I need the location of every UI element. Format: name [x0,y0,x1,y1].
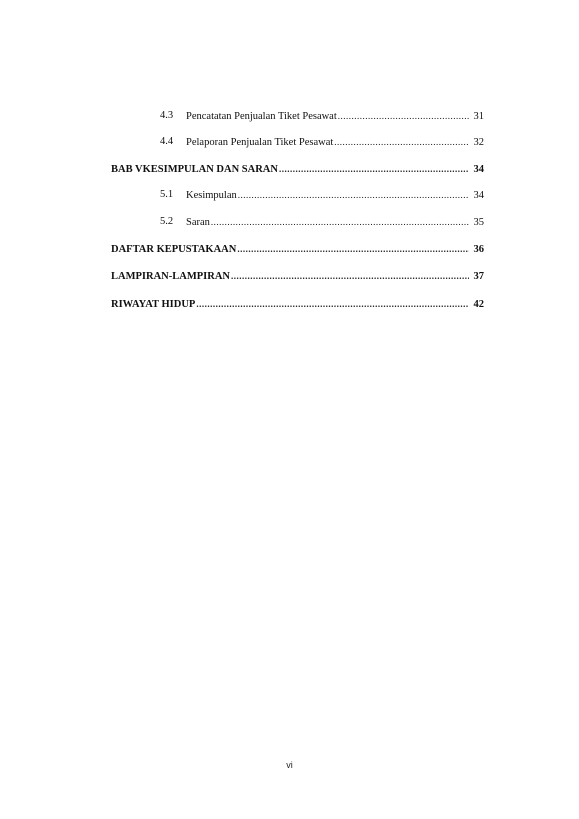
toc-title: Saran [186,217,210,228]
toc-page-number: 31 [473,111,484,122]
toc-leader-dots [334,134,469,150]
toc-leader-dots [237,241,469,257]
toc-number: 4.3 [160,110,174,121]
toc-title: LAMPIRAN-LAMPIRAN [111,271,230,282]
toc-chapter-number: BAB V [111,164,143,175]
toc-leader-dots [196,296,469,312]
toc-page-number: 37 [473,271,484,282]
toc-number: 5.1 [160,189,174,200]
toc-entry-5-2 [111,214,484,230]
toc-page-number: 36 [473,244,484,255]
toc-entry-4-4 [111,134,484,150]
toc-entry-4-3 [111,108,484,124]
toc-leader-dots [238,187,469,203]
page-number-footer: vi [286,760,293,770]
toc-entry-5-1 [111,187,484,203]
toc-leader-dots [231,268,469,284]
toc-page-number: 42 [473,299,484,310]
toc-title: RIWAYAT HIDUP [111,299,196,310]
toc-page-number: 35 [473,217,484,228]
toc-title: Pelaporan Penjualan Tiket Pesawat [186,137,334,148]
toc-title: DAFTAR KEPUSTAKAAN [111,244,237,255]
toc-leader-dots [338,108,469,124]
toc-page-number: 32 [473,137,484,148]
toc-number: 4.4 [160,136,174,147]
toc-entry-riwayat-hidup [111,296,484,312]
toc-entry-daftar-kepustakaan [111,241,484,257]
toc-title: Pencatatan Penjualan Tiket Pesawat [186,111,337,122]
toc-leader-dots [279,161,469,177]
toc-title: KESIMPULAN DAN SARAN [142,164,278,175]
toc-title: Kesimpulan [186,190,237,201]
toc-page-number: 34 [473,164,484,175]
toc-entry-lampiran [111,268,484,284]
toc-entry-bab-v [111,161,484,177]
toc-page-number: 34 [473,190,484,201]
toc-number: 5.2 [160,216,174,227]
toc-leader-dots [211,214,469,230]
